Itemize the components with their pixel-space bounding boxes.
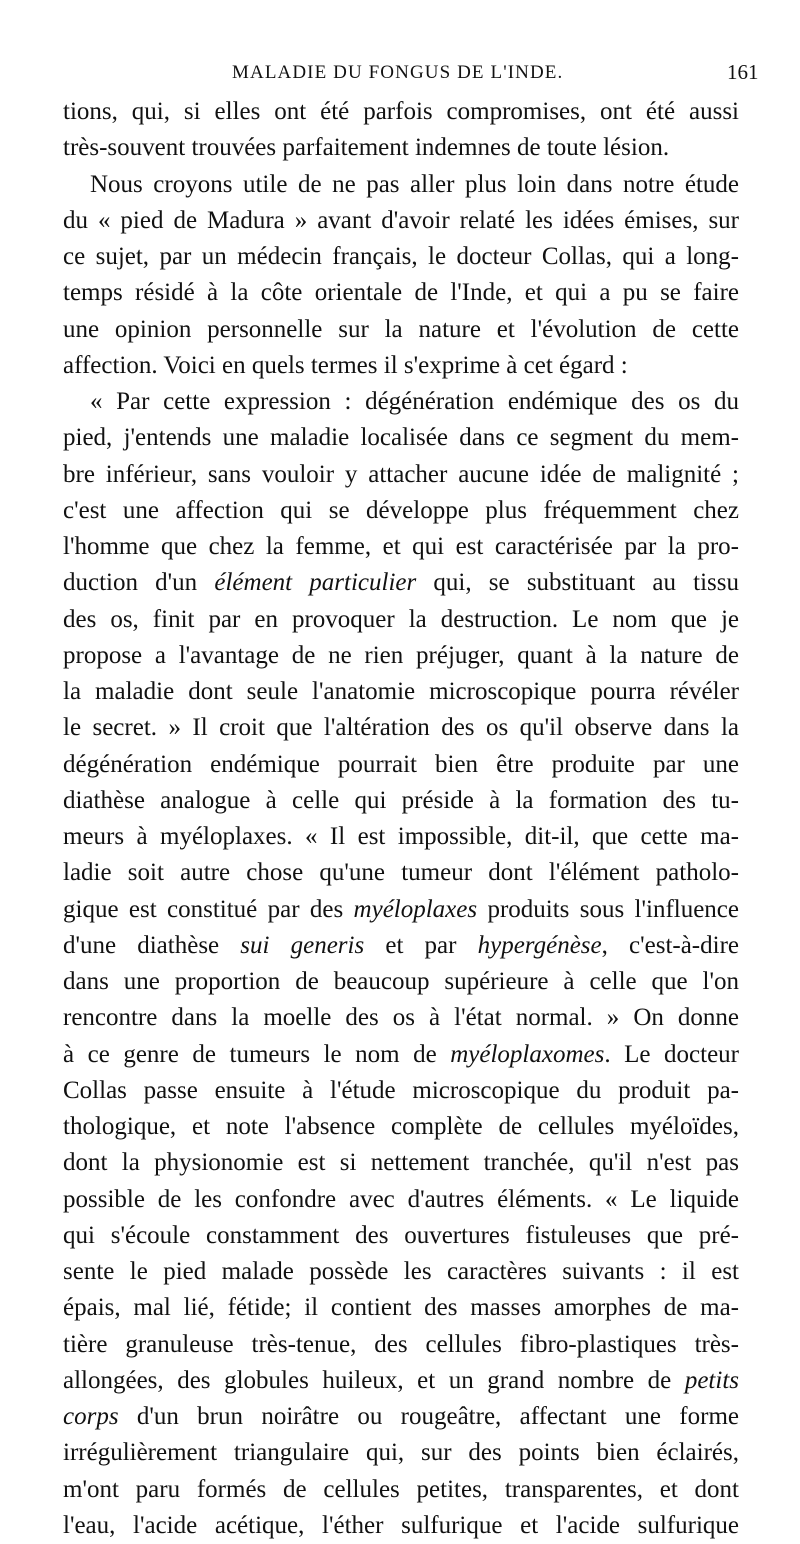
text-segment: gique est constitué par des bbox=[63, 895, 354, 923]
text-segment: , c'est-à-dire bbox=[601, 931, 739, 959]
text-line: affection. Voici en quels termes il s'exprime à cet égard : bbox=[63, 351, 628, 379]
text-line: sente le pied malade possède les caractères suivants : il est bbox=[63, 1258, 739, 1285]
text-line: tions, qui, si elles ont été parfois compromises, ont été aussi bbox=[63, 98, 739, 125]
italic-text: petits bbox=[684, 1366, 739, 1394]
text-line: une opinion personnelle sur la nature et l'évolution de cette bbox=[63, 315, 739, 343]
text-line: qui s'écoule constamment des ouvertures fistuleuses que pré- bbox=[63, 1221, 739, 1249]
italic-text: élément particulier bbox=[214, 569, 417, 597]
text-segment: d'un brun noirâtre ou rougeâtre, affectant une forme bbox=[118, 1403, 739, 1430]
italic-text: corps bbox=[63, 1403, 119, 1430]
text-line bbox=[63, 928, 739, 964]
text-line: pied, j'entends une maladie localisée dans ce segment du mem- bbox=[63, 424, 739, 452]
text-line: bre inférieur, sans vouloir y attacher aucune idée de malignité ; bbox=[63, 460, 739, 488]
text-line: Collas passe ensuite à l'étude microscopique du produit pa- bbox=[63, 1076, 739, 1104]
text-line: dégénération endémique pourrait bien être produite par une bbox=[63, 750, 739, 778]
text-line bbox=[63, 892, 739, 928]
text-line: rencontre dans la moelle des os à l'état normal. » On donne bbox=[63, 1004, 739, 1032]
text-segment: et par bbox=[364, 931, 478, 959]
text-line: ce sujet, par un médecin français, le docteur Collas, qui a long- bbox=[63, 243, 739, 270]
text-segment: allongées, des globules huileux, et un grand nombre de bbox=[63, 1366, 685, 1394]
text-line: thologique, et note l'absence complète de cellules myéloïdes, bbox=[63, 1113, 739, 1140]
text-segment: . Le docteur bbox=[604, 1040, 739, 1068]
italic-text: hypergénèse bbox=[477, 931, 602, 959]
text-line: propose a l'avantage de ne rien préjuger, quant à la nature de bbox=[63, 641, 739, 669]
text-line bbox=[63, 1037, 739, 1073]
text-line: temps résidé à la côte orientale de l'Inde, et qui a pu se faire bbox=[63, 279, 739, 307]
text-line: Nous croyons utile de ne pas aller plus loin dans notre étude bbox=[90, 170, 739, 198]
body-text bbox=[63, 94, 739, 1544]
text-line: l'eau, l'acide acétique, l'éther sulfurique et l'acide sulfurique bbox=[63, 1511, 739, 1539]
italic-text: sui generis bbox=[240, 931, 365, 959]
text-segment: d'une diathèse bbox=[63, 931, 241, 959]
text-line bbox=[63, 565, 739, 601]
text-segment: qui, se substituant au tissu bbox=[416, 569, 739, 597]
italic-text: myéloplaxomes bbox=[450, 1040, 605, 1068]
text-line: des os, finit par en provoquer la destruction. Le nom que je bbox=[63, 605, 739, 633]
text-line: diathèse analogue à celle qui préside à la formation des tu- bbox=[63, 786, 739, 814]
italic-text: myéloplaxes bbox=[353, 895, 478, 923]
text-line: ladie soit autre chose qu'une tumeur dont l'élément patholo- bbox=[63, 859, 739, 887]
text-segment: produits sous l'influence bbox=[477, 895, 739, 923]
text-line: irrégulièrement triangulaire qui, sur des points bien éclairés, bbox=[63, 1439, 739, 1467]
text-line: dont la physionomie est si nettement tranchée, qu'il n'est pas bbox=[63, 1149, 739, 1177]
text-line: l'homme que chez la femme, et qui est caractérisée par la pro- bbox=[63, 533, 739, 560]
text-line: c'est une affection qui se développe plus fréquemment chez bbox=[63, 496, 739, 524]
text-line: « Par cette expression : dégénération endémique des os du bbox=[90, 388, 739, 415]
text-segment: à ce genre de tumeurs le nom de bbox=[63, 1040, 451, 1068]
text-line: m'ont paru formés de cellules petites, transparentes, et dont bbox=[63, 1475, 739, 1503]
text-line: possible de les confondre avec d'autres éléments. « Le liquide bbox=[63, 1185, 739, 1213]
text-line bbox=[63, 1363, 739, 1399]
text-line: meurs à myéloplaxes. « Il est impossible, dit-il, que cette ma- bbox=[63, 823, 739, 850]
text-line: la maladie dont seule l'anatomie microscopique pourra révéler bbox=[63, 678, 739, 705]
text-line: du « pied de Madura » avant d'avoir relaté les idées émises, sur bbox=[63, 206, 739, 234]
text-line: épais, mal lié, fétide; il contient des masses amorphes de ma- bbox=[63, 1294, 739, 1322]
text-line: tière granuleuse très-tenue, des cellules fibro-plastiques très- bbox=[63, 1330, 739, 1358]
text-line: dans une proportion de beaucoup supérieure à celle que l'on bbox=[63, 968, 739, 995]
text-line: le secret. » Il croit que l'altération des os qu'il observe dans la bbox=[63, 714, 739, 742]
running-header: MALADIE DU FONGUS DE L'INDE. bbox=[232, 62, 564, 83]
text-line: très-souvent trouvées parfaitement indemnes de toute lésion. bbox=[63, 134, 670, 162]
text-segment: duction d'un bbox=[63, 569, 215, 597]
page-number: 161 bbox=[727, 60, 759, 84]
